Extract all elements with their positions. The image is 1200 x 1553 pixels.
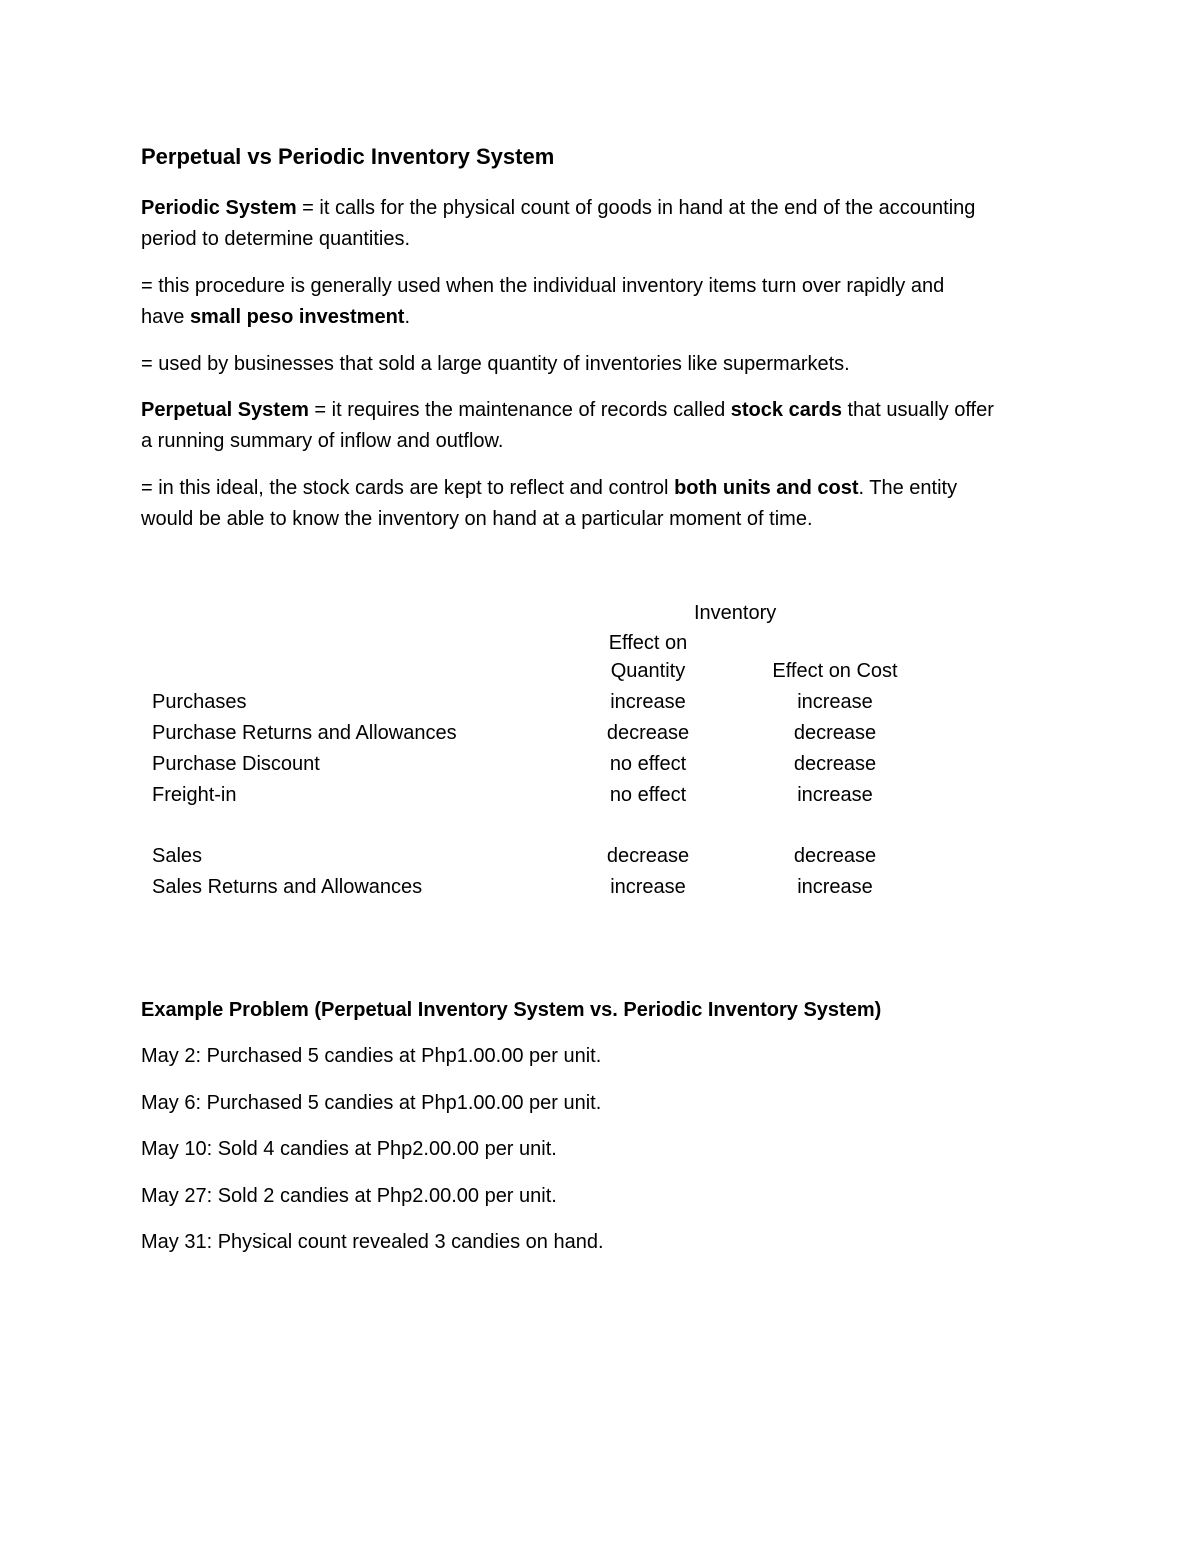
row-label: Purchase Discount: [152, 753, 320, 775]
periodic-term: Periodic System: [141, 197, 297, 219]
perpetual-ideal-pre: = in this ideal, the stock cards are kept to reflect and control: [141, 477, 675, 499]
periodic-usage: [141, 349, 1071, 380]
row-label: Sales Returns and Allowances: [152, 876, 423, 898]
perpetual-definition-line-2: a running summary of inflow and outflow.: [141, 430, 504, 452]
row-cost: decrease: [793, 753, 877, 775]
row-cost: decrease: [793, 845, 877, 867]
row-cost: increase: [797, 784, 873, 806]
periodic-procedure-line-2: [141, 302, 1071, 333]
col-header-quantity-line-1: Effect on: [608, 632, 688, 654]
row-cost: decrease: [793, 722, 877, 744]
col-header-cost: Effect on Cost: [772, 660, 898, 682]
row-cost: increase: [797, 691, 873, 713]
example-line: May 2: Purchased 5 candies at Php1.00.00 per unit.: [141, 1045, 602, 1067]
perpetual-ideal-line-1: [141, 473, 1071, 504]
stock-cards: stock cards: [730, 399, 842, 421]
col-header-quantity-line-2: Quantity: [610, 660, 686, 682]
periodic-definition-text: = it calls for the physical count of goods in hand at the end of the accounting: [296, 197, 976, 219]
perpetual-definition-line-1: [141, 395, 1071, 426]
periodic-usage-line: = used by businesses that sold a large quantity of inventories like supermarkets.: [141, 353, 850, 375]
perpetual-definition-post: that usually offer: [841, 399, 994, 421]
row-qty: increase: [610, 691, 686, 713]
row-label: Freight-in: [152, 784, 237, 806]
perpetual-ideal-post: . The entity: [858, 477, 958, 499]
small-peso-investment: small peso investment: [189, 306, 405, 328]
perpetual-definition: [141, 395, 1071, 457]
periodic-definition-line-2: period to determine quantities.: [141, 228, 411, 250]
perpetual-definition-text: = it requires the maintenance of records called: [308, 399, 731, 421]
example-line: May 31: Physical count revealed 3 candies on hand.: [141, 1231, 604, 1253]
row-cost: increase: [797, 876, 873, 898]
row-qty: increase: [610, 876, 686, 898]
example-line: May 27: Sold 2 candies at Php2.00.00 per unit.: [141, 1185, 557, 1207]
periodic-definition-line-1: [141, 193, 1071, 224]
periodic-procedure: [141, 271, 1071, 333]
page-title: Perpetual vs Periodic Inventory System: [141, 144, 555, 169]
row-label: Purchases: [152, 691, 247, 713]
both-units-and-cost: both units and cost: [674, 477, 859, 499]
row-label: Sales: [152, 845, 203, 867]
example-heading: Example Problem (Perpetual Inventory System vs. Periodic Inventory System): [141, 999, 882, 1021]
row-label: Purchase Returns and Allowances: [152, 722, 457, 744]
row-qty: no effect: [609, 784, 687, 806]
inventory-group-header: Inventory: [694, 602, 777, 624]
row-qty: no effect: [609, 753, 687, 775]
perpetual-term: Perpetual System: [141, 399, 309, 421]
example-line: May 10: Sold 4 candies at Php2.00.00 per unit.: [141, 1138, 557, 1160]
example-line: May 6: Purchased 5 candies at Php1.00.00 per unit.: [141, 1092, 602, 1114]
perpetual-ideal-line-2: would be able to know the inventory on hand at a particular moment of time.: [141, 508, 813, 530]
periodic-definition: [141, 193, 1071, 255]
row-qty: decrease: [606, 722, 690, 744]
periodic-procedure-pre: have: [141, 306, 190, 328]
periodic-procedure-line-1: = this procedure is generally used when the individual inventory items turn over rapidly and: [141, 275, 945, 297]
periodic-procedure-post: .: [404, 306, 411, 328]
perpetual-ideal: [141, 473, 1071, 535]
row-qty: decrease: [606, 845, 690, 867]
